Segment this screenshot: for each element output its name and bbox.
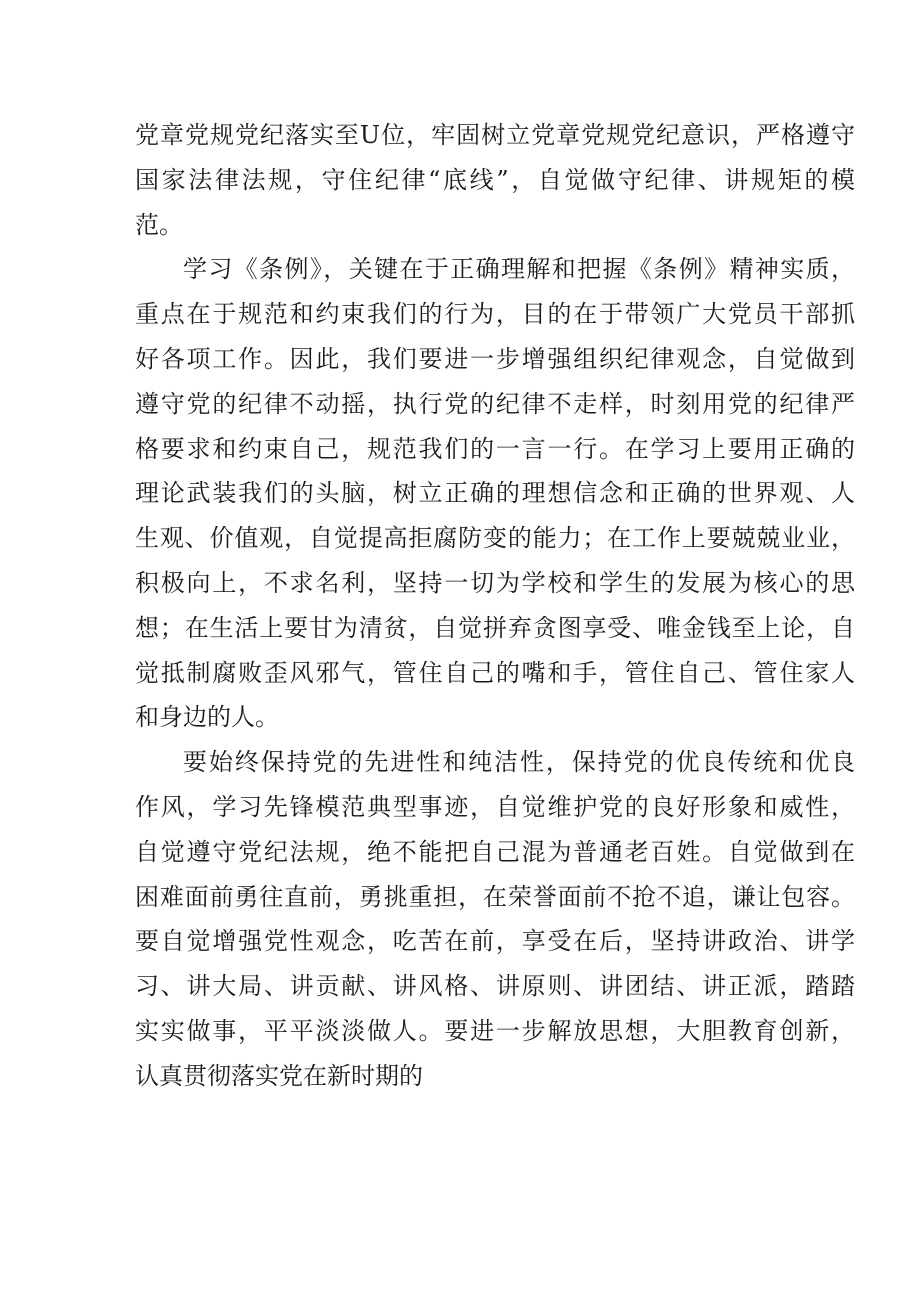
- paragraph-2-line-2: 重点在于规范和约束我们的行为，目的在于带领广大党员干部抓: [135, 300, 855, 329]
- paragraph-3-line-8: 认真贯彻落实党在新时期的: [135, 1061, 423, 1090]
- paragraph-2-line-6: 理论武装我们的头脑，树立正确的理想信念和正确的世界观、人: [135, 479, 855, 508]
- paragraph-3-line-5: 要自觉增强党性观念，吃苦在前，享受在后，坚持讲政治、讲学: [135, 927, 855, 956]
- paragraph-2-line-5: 格要求和约束自己，规范我们的一言一行。在学习上要用正确的: [135, 434, 855, 463]
- paragraph-1-line-3: 范。: [135, 210, 183, 239]
- paragraph-3-line-4: 困难面前勇往直前，勇挑重担，在荣誉面前不抢不追，谦让包容。: [135, 882, 855, 911]
- paragraph-2-line-8: 积极向上，不求名利，坚持一切为学校和学生的发展为核心的思: [135, 568, 855, 597]
- paragraph-1-line-2: 国家法律法规，守住纪律“底线”，自觉做守纪律、讲规矩的模: [135, 165, 855, 194]
- paragraph-2-line-3: 好各项工作。因此，我们要进一步增强组织纪律观念，自觉做到: [135, 344, 855, 373]
- paragraph-3-line-3: 自觉遵守党纪法规，绝不能把自己混为普通老百姓。自觉做到在: [135, 837, 855, 866]
- paragraph-1-line-1: 党章党规党纪落实至U位，牢固树立党章党规党纪意识，严格遵守: [135, 121, 855, 149]
- paragraph-2-line-7: 生观、价值观，自觉提高拒腐防变的能力；在工作上要兢兢业业，: [135, 524, 855, 553]
- paragraph-3-line-1: 要始终保持党的先进性和纯洁性，保持党的优良传统和优良: [183, 748, 855, 777]
- paragraph-2-line-11: 和身边的人。: [135, 703, 279, 732]
- document-body: [135, 113, 855, 1099]
- paragraph-2-line-1: 学习《条例》，关键在于正确理解和把握《条例》精神实质，: [183, 255, 855, 284]
- paragraph-2-line-10: 觉抵制腐败歪风邪气，管住自己的嘴和手，管住自己、管住家人: [135, 658, 855, 687]
- paragraph-3-line-7: 实实做事，平平淡淡做人。要进一步解放思想，大胆教育创新，: [135, 1016, 855, 1045]
- paragraph-2-line-4: 遵守党的纪律不动摇，执行党的纪律不走样，时刻用党的纪律严: [135, 389, 855, 418]
- paragraph-3-line-2: 作风，学习先锋模范典型事迹，自觉维护党的良好形象和威性，: [135, 792, 855, 821]
- paragraph-2-line-9: 想；在生活上要甘为清贫，自觉拼弃贪图享受、唯金钱至上论，自: [135, 613, 855, 642]
- paragraph-3-line-6: 习、讲大局、讲贡献、讲风格、讲原则、讲团结、讲正派，踏踏: [135, 972, 855, 1001]
